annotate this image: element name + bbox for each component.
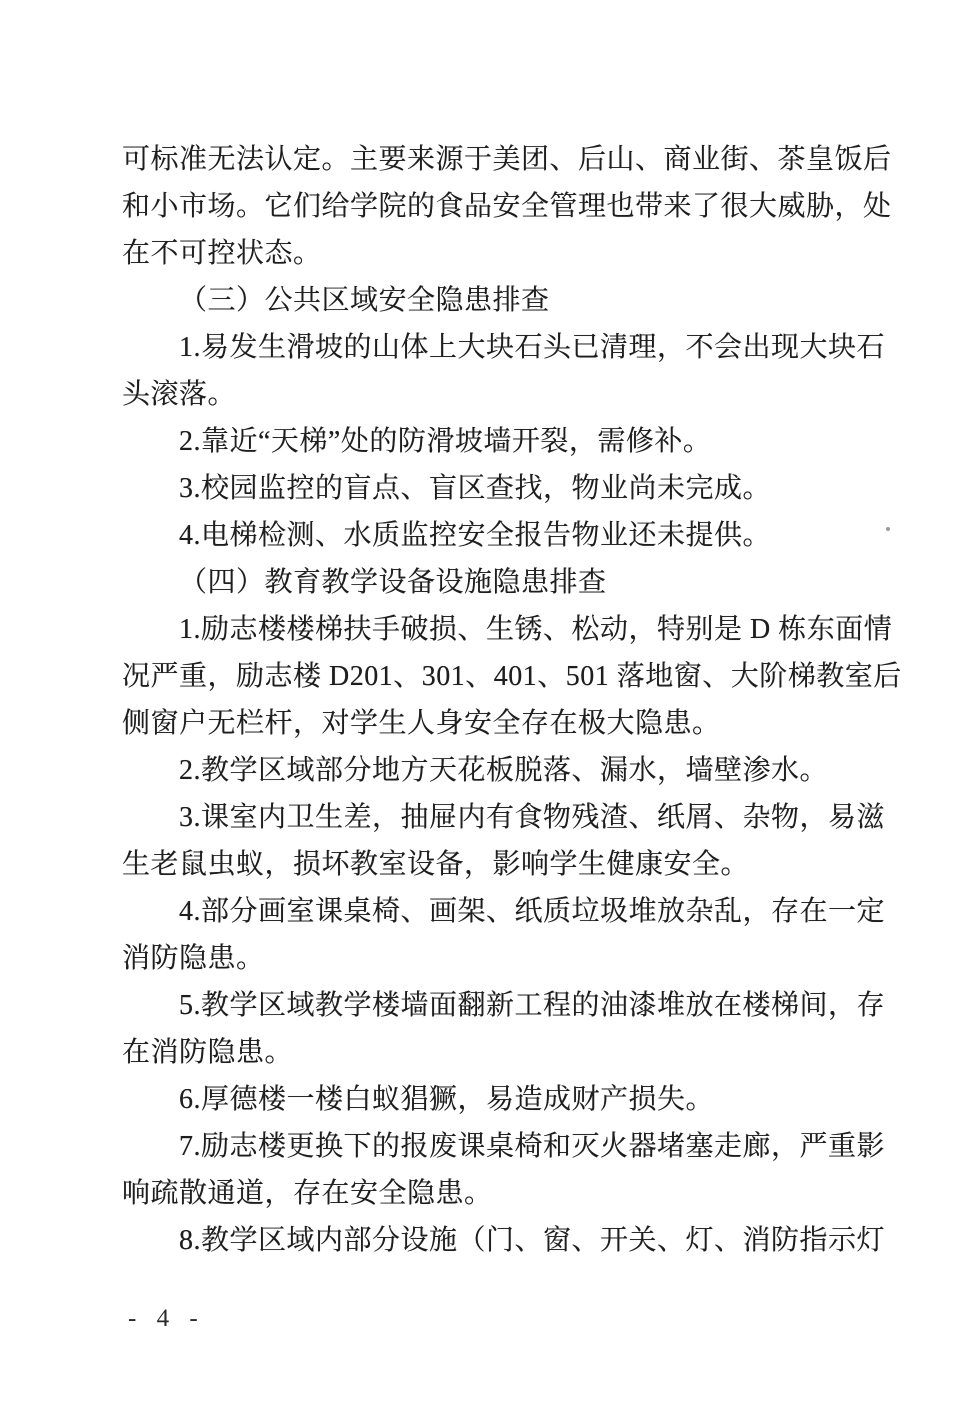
list-item: 4.电梯检测、水质监控安全报告物业还未提供。 [179, 520, 772, 551]
text-line: 和小市场。它们给学院的食品安全管理也带来了很大威胁，处 [122, 191, 892, 222]
list-item: 5.教学区域教学楼墙面翻新工程的油漆堆放在楼梯间，存 [179, 990, 886, 1021]
scan-speck [886, 527, 890, 531]
section-heading: （三）公共区域安全隐患排查 [179, 285, 550, 316]
list-item: 4.部分画室课桌椅、画架、纸质垃圾堆放杂乱，存在一定 [179, 896, 886, 927]
text-line: 头滚落。 [122, 379, 237, 410]
list-item: 1.励志楼楼梯扶手破损、生锈、松动，特别是 D 栋东面情 [179, 614, 893, 645]
list-item: 8.教学区域内部分设施（门、窗、开关、灯、消防指示灯 [179, 1225, 886, 1256]
page-number: - 4 - [128, 1305, 205, 1332]
list-item: 3.校园监控的盲点、盲区查找，物业尚未完成。 [179, 473, 772, 504]
document-body [122, 136, 902, 1264]
text-line: 侧窗户无栏杆，对学生人身安全存在极大隐患。 [122, 708, 721, 739]
text-line: 生老鼠虫蚁，损坏教室设备，影响学生健康安全。 [122, 849, 750, 880]
text-line: 响疏散通道，存在安全隐患。 [122, 1178, 493, 1209]
list-item: 2.教学区域部分地方天花板脱落、漏水，墙壁渗水。 [179, 755, 829, 786]
text-line: 在不可控状态。 [122, 238, 322, 269]
list-item: 2.靠近“天梯”处的防滑坡墙开裂，需修补。 [179, 426, 712, 457]
list-item: 1.易发生滑坡的山体上大块石头已清理，不会出现大块石 [179, 332, 886, 363]
text-line: 消防隐患。 [122, 943, 265, 974]
text-line: 在消防隐患。 [122, 1037, 294, 1068]
text-line: 况严重，励志楼 D201、301、401、501 落地窗、大阶梯教室后 [122, 661, 902, 692]
list-item: 3.课室内卫生差，抽屉内有食物残渣、纸屑、杂物，易滋 [179, 802, 886, 833]
list-item: 7.励志楼更换下的报废课桌椅和灭火器堵塞走廊，严重影 [179, 1131, 886, 1162]
text-line: 可标准无法认定。主要来源于美团、后山、商业街、茶皇饭后 [122, 144, 892, 175]
list-item: 6.厚德楼一楼白蚁猖獗，易造成财产损失。 [179, 1084, 715, 1115]
section-heading: （四）教育教学设备设施隐患排查 [179, 567, 607, 598]
